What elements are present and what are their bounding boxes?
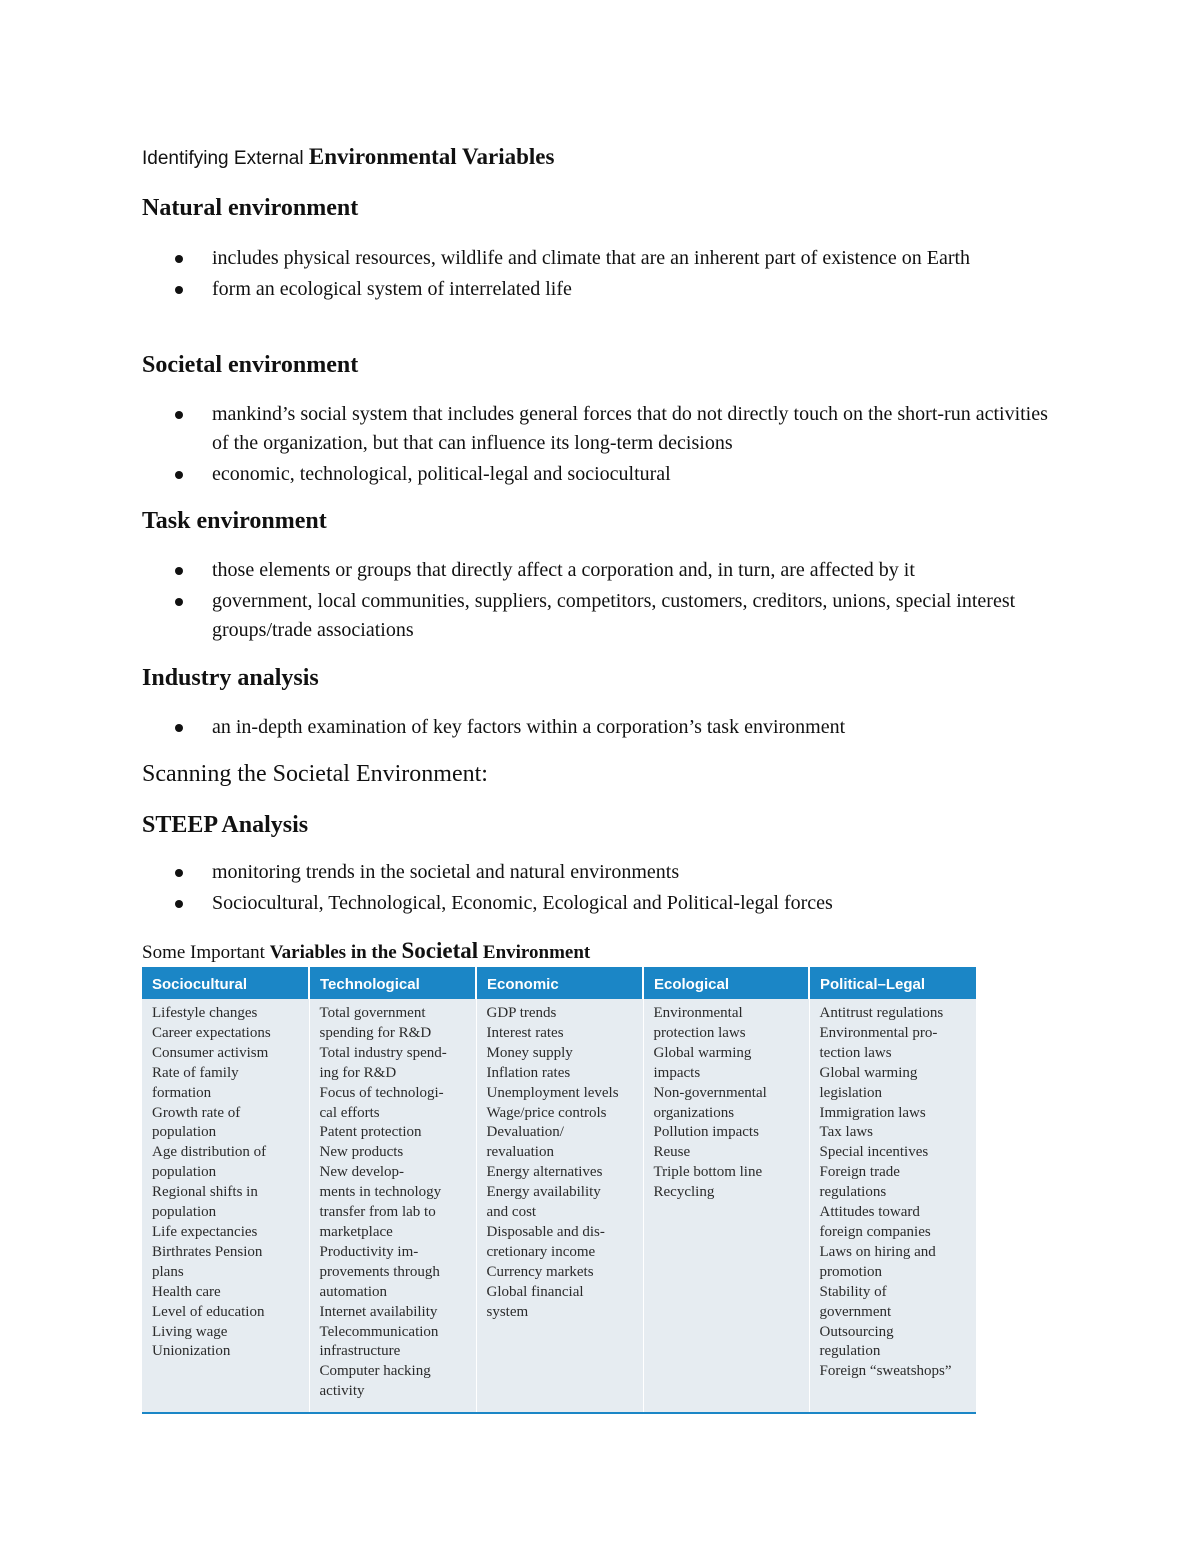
heading-steep-analysis: STEEP Analysis bbox=[142, 812, 309, 838]
list-item bbox=[142, 556, 1057, 585]
variable-line: regulation bbox=[819, 1343, 881, 1360]
variable-line: Computer hacking bbox=[319, 1363, 431, 1380]
column-header: Ecological bbox=[643, 967, 809, 999]
societal-bullets bbox=[142, 400, 1057, 491]
variable-line: GDP trends bbox=[486, 1005, 557, 1021]
industry-bullets bbox=[142, 713, 1057, 744]
heading-natural-environment: Natural environment bbox=[142, 195, 359, 221]
list-item bbox=[142, 244, 1057, 273]
bullet-text: government, local communities, suppliers, competitors, customers, creditors, unions, special interest groups/trade associations bbox=[212, 590, 1016, 641]
variable-line: Career expectations bbox=[152, 1024, 271, 1041]
variable-line: Reuse bbox=[653, 1144, 691, 1161]
variable-line: Global warming bbox=[653, 1044, 752, 1061]
variable-line: population bbox=[152, 1124, 217, 1141]
variable-line: Special incentives bbox=[819, 1144, 929, 1161]
table-cell-economic bbox=[476, 999, 643, 1413]
column-header: Technological bbox=[309, 967, 476, 999]
column-header: Economic bbox=[476, 967, 643, 999]
variable-line: Outsourcing bbox=[819, 1323, 894, 1340]
title-light: Identifying External bbox=[142, 148, 309, 169]
task-bullets bbox=[142, 556, 1057, 647]
caption-part: Societal bbox=[401, 938, 479, 963]
table-cell-technological bbox=[309, 999, 476, 1413]
variable-line: promotion bbox=[819, 1263, 882, 1280]
variable-line: Level of education bbox=[152, 1303, 265, 1320]
variable-line: system bbox=[486, 1303, 529, 1320]
variable-line: population bbox=[152, 1204, 217, 1221]
variable-line: impacts bbox=[653, 1064, 701, 1081]
bullet-icon bbox=[175, 900, 183, 908]
variable-line: Currency markets bbox=[486, 1263, 594, 1280]
bullet-text: mankind’s social system that includes general forces that do not directly touch on the short-run activities of the organization, but that can influence its long-term decisions bbox=[212, 403, 1048, 454]
variable-line: and cost bbox=[486, 1204, 537, 1221]
bullet-text: an in-depth examination of key factors within a corporation’s task environment bbox=[212, 716, 846, 738]
variable-line: legislation bbox=[819, 1084, 882, 1101]
variable-line: plans bbox=[152, 1263, 184, 1280]
bullet-text: Sociocultural, Technological, Economic, Ecological and Political-legal forces bbox=[212, 892, 833, 914]
variable-line: New develop- bbox=[319, 1164, 405, 1181]
variable-line: Life expectancies bbox=[152, 1223, 258, 1240]
variable-line: Unemployment levels bbox=[486, 1084, 619, 1101]
variable-line: Living wage bbox=[152, 1323, 228, 1340]
variable-line: Total industry spend- bbox=[319, 1044, 447, 1061]
variable-line: regulations bbox=[819, 1184, 887, 1201]
variable-line: transfer from lab to bbox=[319, 1204, 436, 1221]
bullet-text: those elements or groups that directly affect a corporation and, in turn, are affected by it bbox=[212, 559, 915, 581]
list-item bbox=[142, 713, 1057, 742]
variable-line: Age distribution of bbox=[152, 1144, 267, 1161]
variable-line: foreign companies bbox=[819, 1223, 931, 1240]
variable-line: Patent protection bbox=[319, 1124, 422, 1141]
heading-scanning-societal: Scanning the Societal Environment: bbox=[142, 761, 488, 787]
bullet-icon bbox=[175, 598, 183, 606]
list-item bbox=[142, 858, 1057, 887]
variable-line: Global warming bbox=[819, 1064, 918, 1081]
bullet-text: monitoring trends in the societal and natural environments bbox=[212, 861, 680, 883]
table-cell-sociocultural bbox=[142, 999, 309, 1413]
variable-line: Inflation rates bbox=[486, 1064, 571, 1081]
bullet-icon bbox=[175, 471, 183, 479]
variable-line: Unionization bbox=[152, 1343, 231, 1360]
caption-part: Some Important bbox=[142, 942, 270, 963]
title-bold: Environmental Variables bbox=[308, 144, 555, 169]
variable-line: Growth rate of bbox=[152, 1104, 241, 1121]
variable-line: Focus of technologi- bbox=[319, 1084, 444, 1101]
variable-line: Non-governmental bbox=[653, 1084, 767, 1101]
variable-line: Triple bottom line bbox=[653, 1164, 763, 1181]
variable-line: Recycling bbox=[653, 1184, 715, 1201]
table-row bbox=[142, 999, 976, 1413]
variable-line: Tax laws bbox=[819, 1124, 874, 1141]
variable-line: Internet availability bbox=[319, 1303, 438, 1320]
bullet-text: form an ecological system of interrelated life bbox=[212, 278, 572, 300]
variable-line: Environmental pro- bbox=[819, 1024, 938, 1041]
variable-line: cal efforts bbox=[319, 1104, 380, 1121]
natural-bullets bbox=[142, 244, 1057, 306]
variable-line: Energy alternatives bbox=[486, 1164, 603, 1181]
variable-line: Energy availability bbox=[486, 1184, 601, 1201]
variable-line: Birthrates Pension bbox=[152, 1243, 263, 1260]
variable-line: Disposable and dis- bbox=[486, 1223, 605, 1240]
variable-line: automation bbox=[319, 1283, 387, 1300]
caption-part: Environment bbox=[478, 942, 591, 963]
bullet-icon bbox=[175, 869, 183, 877]
column-header: Political–Legal bbox=[809, 967, 976, 999]
bullet-text: includes physical resources, wildlife and climate that are an inherent part of existence on Earth bbox=[212, 247, 971, 269]
variable-line: Foreign trade bbox=[819, 1164, 900, 1181]
variable-line: formation bbox=[152, 1084, 212, 1101]
list-item bbox=[142, 400, 1057, 458]
bullet-icon bbox=[175, 411, 183, 419]
variable-line: revaluation bbox=[486, 1144, 554, 1161]
societal-variables-table bbox=[142, 967, 976, 1414]
document-title bbox=[142, 144, 554, 170]
variable-line: Interest rates bbox=[486, 1024, 564, 1041]
column-header: Sociocultural bbox=[142, 967, 309, 999]
variable-line: Global financial bbox=[486, 1283, 584, 1300]
variable-line: ing for R&D bbox=[319, 1064, 397, 1081]
variable-line: Antitrust regulations bbox=[819, 1005, 944, 1021]
table-cell-ecological bbox=[643, 999, 809, 1413]
variable-line: Regional shifts in bbox=[152, 1184, 258, 1201]
variable-line: New products bbox=[319, 1144, 404, 1161]
bullet-icon bbox=[175, 567, 183, 575]
heading-task-environment: Task environment bbox=[142, 508, 327, 534]
variable-line: Productivity im- bbox=[319, 1243, 419, 1260]
variable-line: Health care bbox=[152, 1283, 221, 1300]
list-item bbox=[142, 460, 1057, 489]
variable-line: Lifestyle changes bbox=[152, 1005, 258, 1021]
variable-line: cretionary income bbox=[486, 1243, 596, 1260]
variable-line: population bbox=[152, 1164, 217, 1181]
bullet-icon bbox=[175, 724, 183, 732]
variable-line: Money supply bbox=[486, 1044, 573, 1061]
variable-line: organizations bbox=[653, 1104, 735, 1121]
variable-line: activity bbox=[319, 1383, 365, 1400]
variable-line: Pollution impacts bbox=[653, 1124, 759, 1141]
variable-line: spending for R&D bbox=[319, 1024, 432, 1041]
bullet-text: economic, technological, political-legal and sociocultural bbox=[212, 463, 671, 485]
variable-line: Total government bbox=[319, 1005, 426, 1021]
list-item bbox=[142, 889, 1057, 918]
variable-line: Rate of family bbox=[152, 1064, 239, 1081]
table-header-row bbox=[142, 967, 976, 999]
variable-line: infrastructure bbox=[319, 1343, 401, 1360]
bullet-icon bbox=[175, 255, 183, 263]
variable-line: Stability of bbox=[819, 1283, 887, 1300]
variable-line: ments in technology bbox=[319, 1184, 442, 1201]
variable-line: Environmental bbox=[653, 1005, 743, 1021]
list-item bbox=[142, 587, 1057, 645]
bullet-icon bbox=[175, 286, 183, 294]
variable-line: Immigration laws bbox=[819, 1104, 926, 1121]
heading-industry-analysis: Industry analysis bbox=[142, 665, 319, 691]
variable-line: protection laws bbox=[653, 1024, 746, 1041]
variable-line: provements through bbox=[319, 1263, 440, 1280]
variable-line: marketplace bbox=[319, 1223, 393, 1240]
variable-line: Devaluation/ bbox=[486, 1124, 564, 1141]
variable-line: Attitudes toward bbox=[819, 1204, 920, 1221]
variable-line: Wage/price controls bbox=[486, 1104, 607, 1121]
variable-line: Foreign “sweatshops” bbox=[819, 1363, 952, 1380]
caption-part: Variables in the bbox=[269, 942, 402, 963]
variable-line: Laws on hiring and bbox=[819, 1243, 936, 1260]
list-item bbox=[142, 275, 1057, 304]
variable-line: tection laws bbox=[819, 1044, 892, 1061]
variable-line: Telecommunication bbox=[319, 1323, 439, 1340]
table-cell-political-legal bbox=[809, 999, 976, 1413]
table-caption bbox=[142, 938, 590, 964]
variable-line: government bbox=[819, 1303, 892, 1320]
steep-bullets bbox=[142, 858, 1057, 920]
heading-societal-environment: Societal environment bbox=[142, 352, 359, 378]
variable-line: Consumer activism bbox=[152, 1044, 269, 1061]
